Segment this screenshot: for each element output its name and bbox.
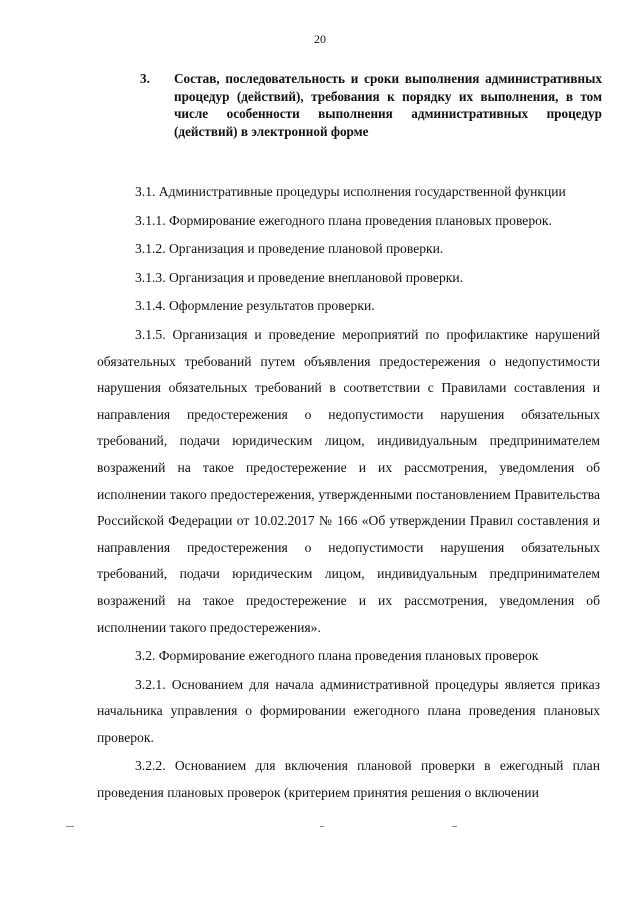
section-heading-text: Состав, последовательность и сроки выполнения административных процедур (действий), требования к порядку их выполнения, в том числе особенности выполнения административных процедур (действий) в электронной форме — [174, 71, 602, 139]
document-body — [97, 179, 600, 807]
paragraph-3-1: 3.1. Административные процедуры исполнения государственной функции — [135, 184, 566, 199]
scan-speck — [66, 826, 74, 827]
paragraph-3-1-5: 3.1.5. Организация и проведение мероприятий по профилактике нарушений обязательных требований путем объявления предостережения о недопустимости нарушения обязательных требований в соответствии с Правилами составления и направления предостережения о недопустимости нарушения обязательных требований, подачи юридическим лицом, индивидуальным предпринимателем возражений на такое предостережение и их рассмотрения, уведомления об исполнении такого предостережения, утвержденными постановлением Правительства Российской Федерации от 10.02.2017 № 166 «Об утверждении Правил составления и направления предостережения о недопустимости нарушения обязательных требований, подачи юридическим лицом, индивидуальным предпринимателем возражений на такое предостережение и их рассмотрения, уведомления об исполнении такого предостережения». — [97, 326, 600, 635]
paragraph-3-2-2: 3.2.2. Основанием для включения плановой проверки в ежегодный план проведения плановых проверок (критерием принятия решения о включении — [97, 758, 600, 801]
section-heading-number: 3. — [140, 71, 150, 86]
scan-speck — [452, 826, 457, 827]
scan-speck — [320, 826, 324, 827]
paragraph-3-1-4: 3.1.4. Оформление результатов проверки. — [135, 298, 375, 314]
paragraph-3-2-1: 3.2.1. Основанием для начала административной процедуры является приказ начальника управления о формировании ежегодного плана проведения плановых проверок. — [97, 676, 600, 745]
paragraph-3-1-2: 3.1.2. Организация и проведение плановой проверки. — [135, 241, 444, 257]
section-heading — [140, 70, 602, 140]
paragraph-3-2: 3.2. Формирование ежегодного плана проведения плановых проверок — [135, 648, 539, 664]
paragraph-3-1-3: 3.1.3. Организация и проведение внеплановой проверки. — [135, 269, 464, 285]
page-number: 20 — [314, 32, 326, 46]
paragraph-3-1-1: 3.1.1. Формирование ежегодного плана проведения плановых проверок. — [135, 212, 552, 228]
